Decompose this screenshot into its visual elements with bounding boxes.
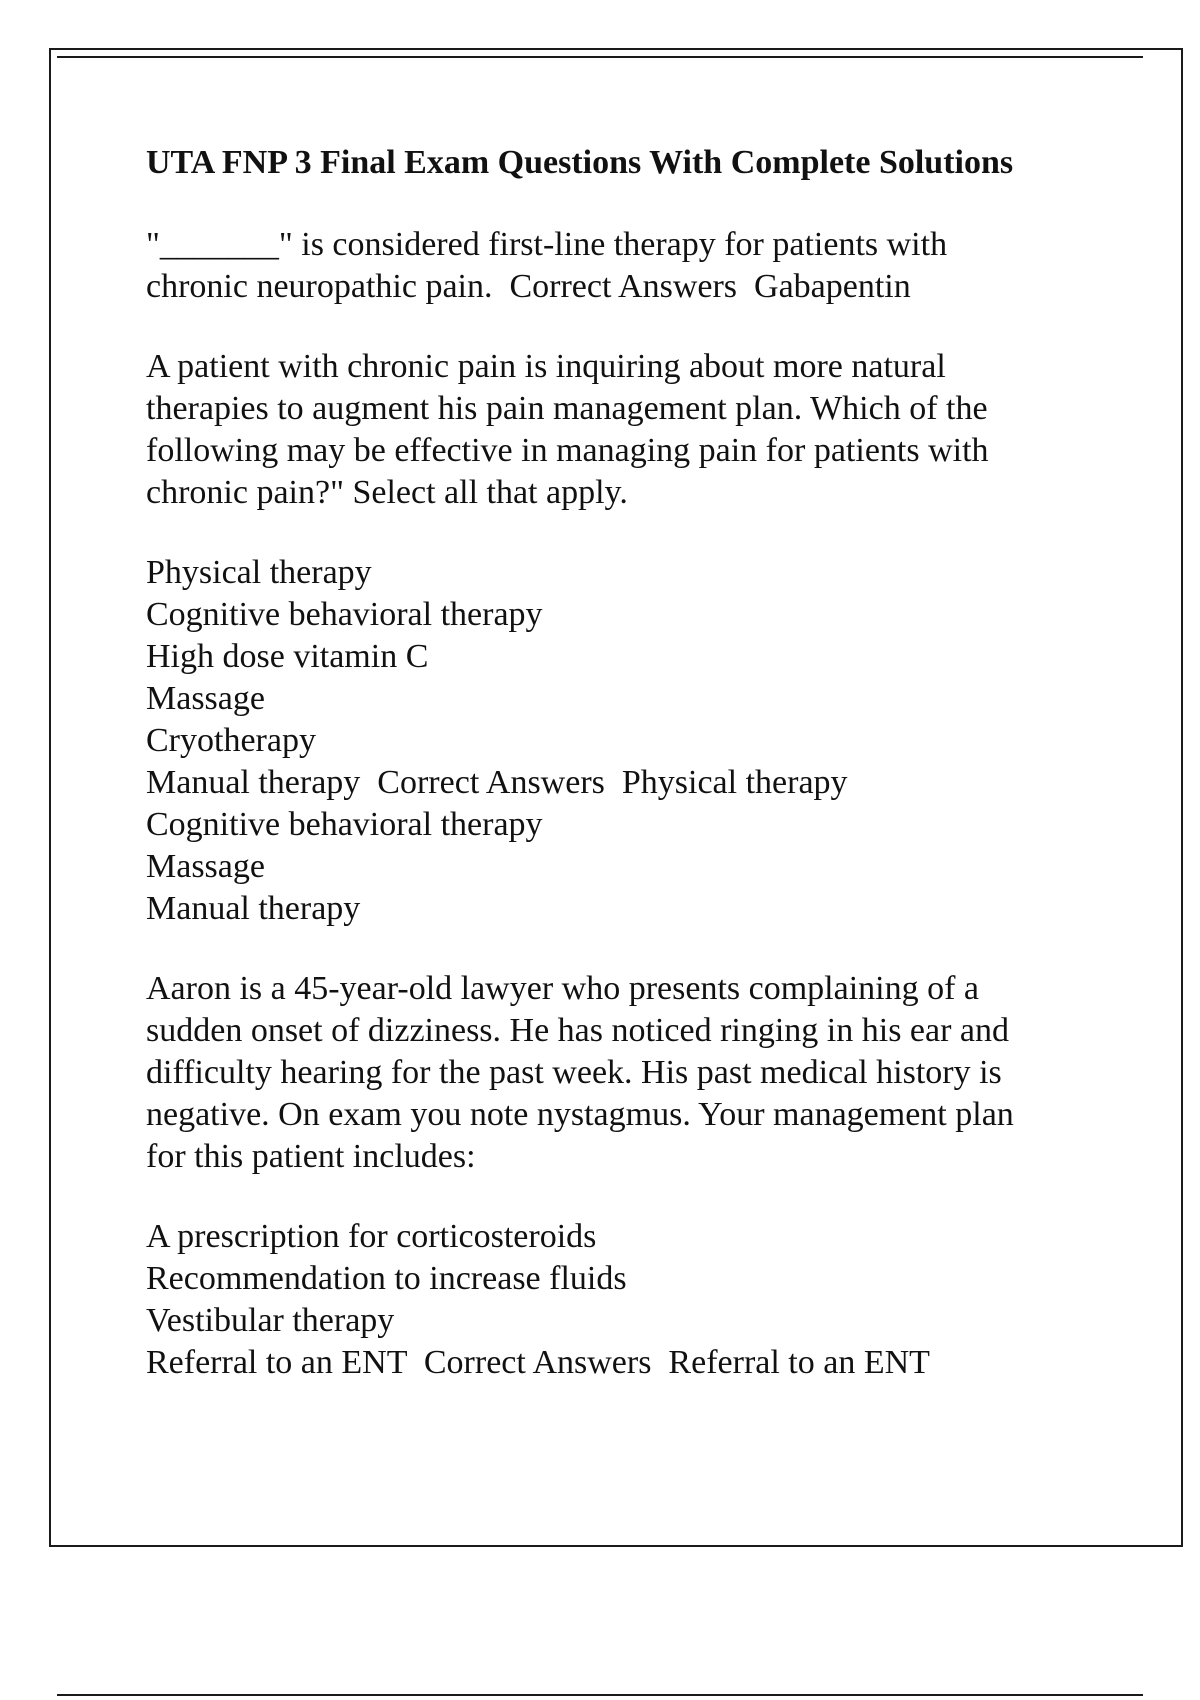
question-2-answer-item: Cognitive behavioral therapy	[146, 806, 543, 843]
question-3-stem-line: for this patient includes:	[146, 1138, 476, 1175]
question-2-option-answer: Manual therapy Correct Answers Physical therapy	[146, 764, 848, 801]
question-3-stem	[146, 968, 1106, 1178]
question-2-stem	[146, 346, 1106, 514]
document-title: UTA FNP 3 Final Exam Questions With Complete Solutions	[146, 144, 1014, 181]
question-2-option: Physical therapy	[146, 554, 372, 591]
question-2-stem-line: therapies to augment his pain management plan. Which of the	[146, 390, 988, 427]
question-2-option: Cryotherapy	[146, 722, 316, 759]
question-2-option: Cognitive behavioral therapy	[146, 596, 543, 633]
question-2-stem-line: chronic pain?" Select all that apply.	[146, 474, 628, 511]
question-3-stem-line: Aaron is a 45-year-old lawyer who presents complaining of a	[146, 970, 979, 1007]
question-3-option-answer: Referral to an ENT Correct Answers Referral to an ENT	[146, 1344, 930, 1381]
question-2-options	[146, 552, 1106, 930]
question-2-answer-item: Manual therapy	[146, 890, 361, 927]
question-3-stem-line: negative. On exam you note nystagmus. Your management plan	[146, 1096, 1014, 1133]
question-3-stem-line: sudden onset of dizziness. He has noticed ringing in his ear and	[146, 1012, 1010, 1049]
document-body	[146, 142, 1106, 1422]
question-3-option: Recommendation to increase fluids	[146, 1260, 627, 1297]
header-rule	[57, 56, 1143, 58]
question-1-line: "_______" is considered first-line therapy for patients with	[146, 226, 948, 263]
question-3-stem-line: difficulty hearing for the past week. His past medical history is	[146, 1054, 1002, 1091]
question-3-option: Vestibular therapy	[146, 1302, 395, 1339]
question-2-stem-line: following may be effective in managing pain for patients with	[146, 432, 989, 469]
question-2-stem-line: A patient with chronic pain is inquiring about more natural	[146, 348, 946, 385]
question-3-options	[146, 1216, 1106, 1384]
question-3-option: A prescription for corticosteroids	[146, 1218, 597, 1255]
question-1-line-answer: chronic neuropathic pain. Correct Answers Gabapentin	[146, 268, 911, 305]
question-2-answer-item: Massage	[146, 848, 265, 885]
question-1	[146, 224, 1106, 308]
question-2-option: High dose vitamin C	[146, 638, 429, 675]
question-2-option: Massage	[146, 680, 265, 717]
footer-rule	[57, 1694, 1143, 1696]
